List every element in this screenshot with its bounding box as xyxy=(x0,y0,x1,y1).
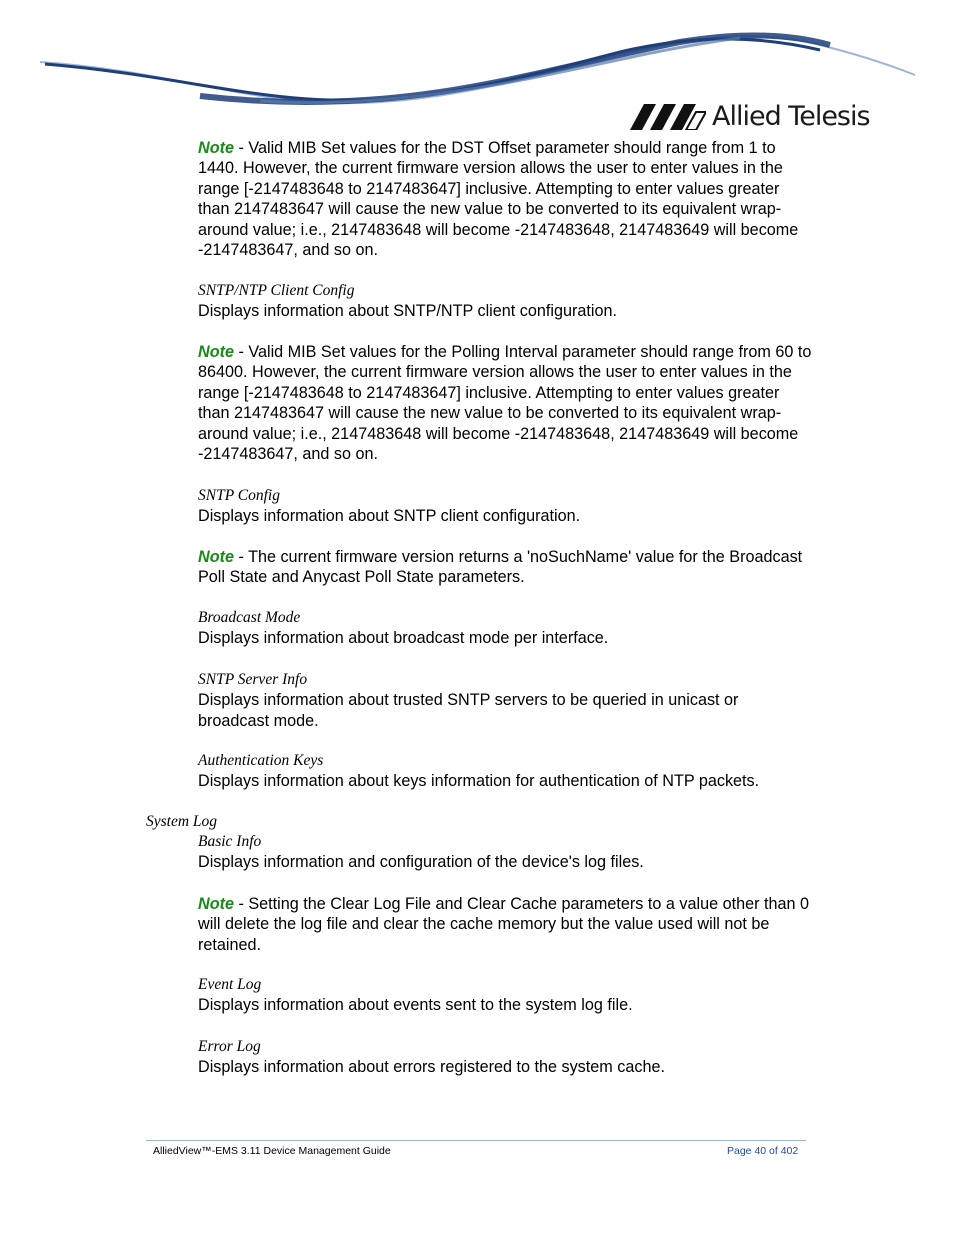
section-title: SNTP Server Info xyxy=(198,671,308,688)
clear-log-note xyxy=(198,894,813,955)
section-description: Displays information about keys information for authentication of NTP packets. xyxy=(198,772,760,791)
logo-mark-icon xyxy=(630,104,706,130)
logo-text: Allied Telesis xyxy=(712,101,870,132)
note-text: - Setting the Clear Log File and Clear Cache parameters to a value other than 0 will delete the log file and clear the cache memory but the value used will not be retained. xyxy=(198,895,809,954)
polling-interval-note xyxy=(198,342,813,464)
section-basic-info xyxy=(198,832,813,873)
section-event-log xyxy=(198,975,813,1016)
section-broadcast-mode xyxy=(198,608,813,649)
section-description: Displays information about SNTP/NTP client configuration. xyxy=(198,302,617,321)
section-title: Event Log xyxy=(198,976,262,993)
section-description: Displays information about trusted SNTP servers to be queried in unicast or broadcast mode. xyxy=(198,691,739,730)
note-text: - Valid MIB Set values for the DST Offset parameter should range from 1 to 1440. However, the current firmware version allows the user to enter values in the range [-2147483648 to 2147483647] inclusive. Attempting to enter values greater than 2147483647 will cause the new value to be converted to its equivalent wrap-around value; i.e., 2147483648 will become -2147483648, 2147483649 will become -2147483647, and so on. xyxy=(198,139,799,260)
section-title: SNTP/NTP Client Config xyxy=(198,282,355,299)
note-label: Note xyxy=(198,139,234,157)
section-title: Error Log xyxy=(198,1038,261,1055)
section-description: Displays information about errors registered to the system cache. xyxy=(198,1058,665,1077)
sntp-config-note xyxy=(198,547,813,588)
allied-telesis-logo xyxy=(630,100,870,134)
note-label: Note xyxy=(198,895,234,913)
section-description: Displays information about events sent to the system log file. xyxy=(198,996,633,1015)
footer-page-number: Page 40 of 402 xyxy=(727,1145,799,1157)
section-title: SNTP Config xyxy=(198,487,280,504)
note-text: - Valid MIB Set values for the Polling Interval parameter should range from 60 to 86400. However, the current firmware version allows the user to enter values in the range [-2147483648 to 2147483647] inclusive. Attempting to enter values greater than 2147483647 will cause the new value to be converted to its equivalent wrap-around value; i.e., 2147483648 will become -2147483648, 2147483649 will become -2147483647, and so on. xyxy=(198,343,812,464)
section-error-log xyxy=(198,1037,813,1078)
section-sntp-ntp-client-config xyxy=(198,281,813,322)
section-title: Authentication Keys xyxy=(198,752,324,769)
note-label: Note xyxy=(198,548,234,566)
section-description: Displays information about SNTP client configuration. xyxy=(198,507,581,526)
section-sntp-server-info xyxy=(198,670,813,731)
system-log-heading: System Log xyxy=(146,813,218,830)
section-description: Displays information about broadcast mode per interface. xyxy=(198,629,609,648)
footer-document-title: AlliedView™-EMS 3.11 Device Management Guide xyxy=(153,1145,391,1157)
section-title: Broadcast Mode xyxy=(198,609,301,626)
footer-divider xyxy=(146,1140,806,1141)
section-title: Basic Info xyxy=(198,833,262,850)
note-text: - The current firmware version returns a 'noSuchName' value for the Broadcast Poll State and Anycast Poll State parameters. xyxy=(198,548,803,587)
section-authentication-keys xyxy=(198,751,813,792)
section-description: Displays information and configuration of the device's log files. xyxy=(198,853,644,872)
note-label: Note xyxy=(198,343,234,361)
section-sntp-config xyxy=(198,486,813,527)
dst-offset-note xyxy=(198,138,813,260)
